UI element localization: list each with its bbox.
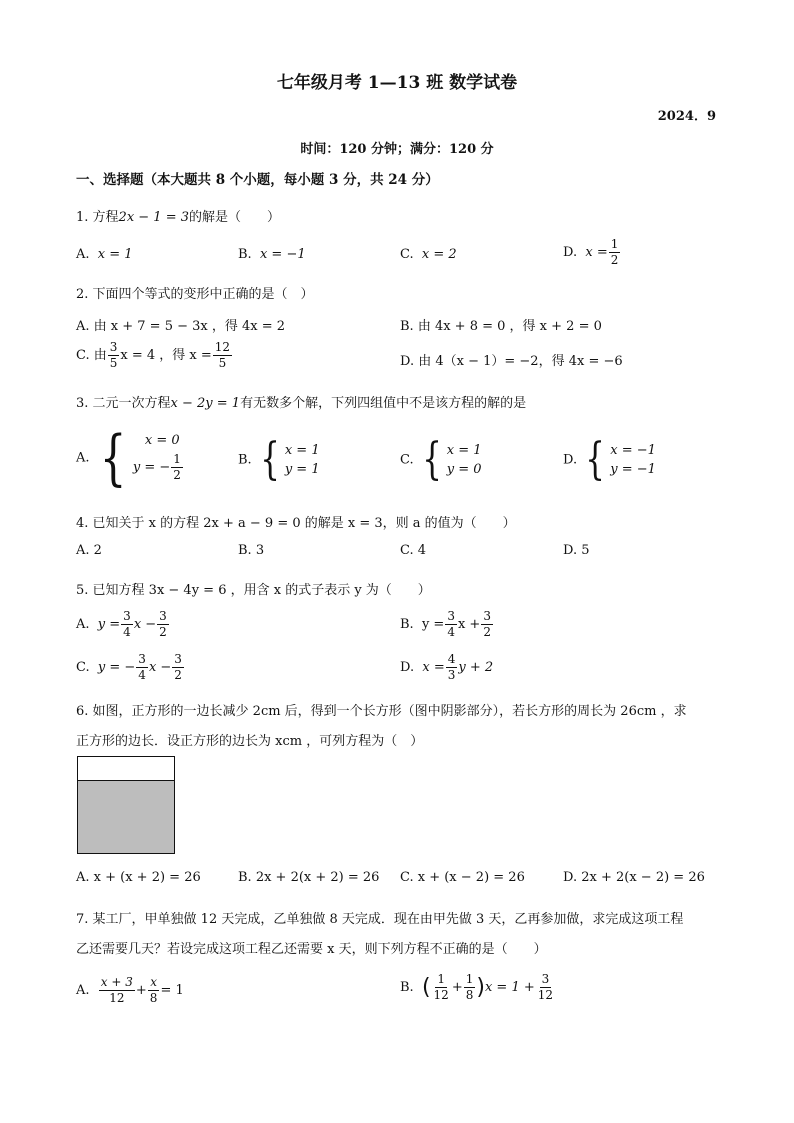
q6-option-a: A. x + (x + 2) = 26 [76,870,201,885]
shaded-rectangle [78,781,174,853]
square-rectangle-figure [77,756,175,854]
question-6-stem-line1: 6. 如图，正方形的一边长减少 2cm 后，得到一个长方形（图中阴影部分），若长方形的周长为 26cm ，求 [76,704,687,719]
q7-option-a: A. $\frac{x + 3}{12}$ + $\frac{x}{8}$ = 1 [76,975,184,1005]
q4-option-d: D. 5 [563,543,590,558]
exam-title: 七年级月考 1—13 班 数学试卷 [276,73,518,93]
exam-time-info: 时间：120 分钟；满分：120 分 [300,142,494,157]
section-heading: 一、选择题（本大题共 8 个小题，每小题 3 分，共 24 分） [76,172,439,188]
q2-option-c: C. 由 $\frac{3}{5}$ x = 4 ，得 x = $\frac{12}{5}$ [76,340,231,370]
q7-option-b: B. ( $\frac{1}{12}$ + $\frac{1}{8}$ )x = 1 + $\frac{3}{12}$ [400,972,554,1002]
q1-option-a: A. x = 1 [76,247,133,262]
q4-option-b: B. 3 [238,543,265,558]
q2-option-a: A. 由 x + 7 = 5 − 3x ，得 4x = 2 [76,319,286,334]
q3-option-b: B. { x = 1 y = 1 [238,434,320,485]
q6-option-d: D. 2x + 2(x − 2) = 26 [563,870,705,885]
q2-option-d: D. 由 4（x − 1）= −2，得 4x = −6 [400,354,623,369]
q5-option-c: C. y = − $\frac{3}{4}$ x − $\frac{3}{2}$ [76,652,182,682]
question-7-stem-line1: 7. 某工厂，甲单独做 12 天完成，乙单独做 8 天完成．现在由甲先做 3 天，乙再参加做，求完成这项工程 [76,912,684,927]
q5-option-d: D. x = $\frac{4}{3}$ y + 2 [400,652,494,682]
q1-option-d: D. x = $\frac{1}{2}$ [563,237,619,267]
q4-option-a: A. 2 [76,543,102,558]
question-5-stem: 5. 已知方程 3x − 4y = 6 ，用含 x 的式子表示 y 为（ ） [76,583,431,598]
q5-option-a: A. y = $\frac{3}{4}$ x − $\frac{3}{2}$ [76,609,167,639]
question-3-stem: 3. 二元一次方程x − 2y = 1有无数多个解，下列四组值中不是该方程的解的是 [76,396,527,411]
q1-option-b: B. x = −1 [238,247,306,262]
q6-option-b: B. 2x + 2(x + 2) = 26 [238,870,380,885]
q2-option-b: B. 由 4x + 8 = 0 ，得 x + 2 = 0 [400,319,602,334]
question-7-stem-line2: 乙还需要几天？若设完成这项工程乙还需要 x 天，则下列方程不正确的是（ ） [76,942,547,957]
exam-date: 2024．9 [657,109,716,124]
question-6-stem-line2: 正方形的边长．设正方形的边长为 xcm ，可列方程为（ ） [76,734,424,749]
q1-option-c: C. x = 2 [400,247,457,262]
question-4-stem: 4. 已知关于 x 的方程 2x + a − 9 = 0 的解是 x = 3，则 a 的值为（ ） [76,516,516,531]
q3-option-a: A. { x = 0 y = − $\frac{1}{2}$ [76,423,181,493]
q4-option-c: C. 4 [400,543,427,558]
q6-option-c: C. x + (x − 2) = 26 [400,870,525,885]
question-2-stem: 2. 下面四个等式的变形中正确的是（ ） [76,287,314,302]
q3-option-d: D. { x = −1 y = −1 [563,434,656,485]
removed-strip [78,757,174,781]
q5-option-b: B. y = $\frac{3}{4}$ x + $\frac{3}{2}$ [400,609,491,639]
question-1-stem: 1. 方程2x − 1 = 3的解是（ ） [76,210,281,225]
q3-option-c: C. { x = 1 y = 0 [400,434,482,485]
